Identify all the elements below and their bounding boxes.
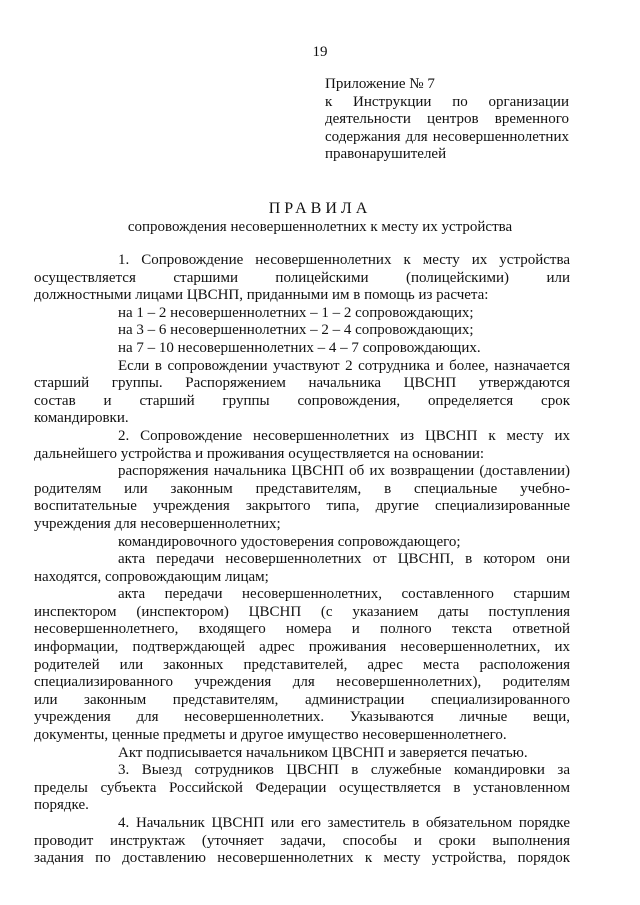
appendix-title: Приложение № 7 <box>325 76 435 92</box>
body-line: на 1 – 2 несовершеннолетних – 1 – 2 сопровождающих; <box>118 304 474 321</box>
body-line: состав и старший группы сопровождения, определяется срок <box>34 392 570 409</box>
body-line: командировки. <box>34 410 129 427</box>
document-body <box>34 252 570 868</box>
body-line: должностными лицами ЦВСНП, приданными им в помощь из расчета: <box>34 287 489 304</box>
body-line: родителей или законных представителей, адрес места расположения <box>34 656 570 673</box>
appendix-line: к Инструкции по организации <box>325 93 569 110</box>
body-line: старший группы. Распоряжением начальника ЦВСНП утверждаются <box>34 375 570 392</box>
body-line: воспитательные учреждения закрытого типа, другие специализированные <box>34 498 570 515</box>
appendix-line: деятельности центров временного <box>325 111 569 127</box>
page-number: 19 <box>312 44 328 60</box>
body-line: на 3 – 6 несовершеннолетних – 2 – 4 сопровождающих; <box>118 322 474 339</box>
body-line: пределы субъекта Российской Федерации осуществляется в установленном <box>34 779 570 796</box>
body-line: 1. Сопровождение несовершеннолетних к месту их устройства <box>118 252 570 268</box>
body-line: 3. Выезд сотрудников ЦВСНП в служебные командировки за <box>118 762 570 779</box>
body-line: несовершеннолетнего, входящего номера и полного текста ответной <box>34 621 570 638</box>
document-subheading: сопровождения несовершеннолетних к месту их устройства <box>127 219 513 235</box>
body-line: задания по доставлению несовершеннолетних к месту устройства, порядок <box>34 850 570 867</box>
body-line: осуществляется старшими полицейскими (полицейскими) или <box>34 269 570 286</box>
body-line: проводит инструктаж (уточняет задачи, способы и сроки выполнения <box>34 832 570 849</box>
appendix-line: правонарушителей <box>325 146 447 162</box>
body-line: распоряжения начальника ЦВСНП об их возвращении (доставлении) <box>118 463 570 480</box>
body-line: акта передачи несовершеннолетних от ЦВСНП, в котором они <box>118 551 570 568</box>
body-line: Если в сопровождении участвуют 2 сотрудника и более, назначается <box>118 357 570 374</box>
body-line: родителям или законным представителям, в специальные учебно- <box>34 480 570 497</box>
body-line: инспектором (инспектором) ЦВСНП (с указанием даты поступления <box>34 603 570 620</box>
body-line: акта передачи несовершеннолетних, составленного старшим <box>118 586 570 603</box>
body-line: документы, ценные предметы и другое имущество несовершеннолетнего. <box>34 727 507 744</box>
appendix-block <box>325 76 569 164</box>
document-heading: ПРАВИЛА <box>268 200 372 217</box>
appendix-line: содержания для несовершеннолетних <box>325 128 569 145</box>
body-line: находятся, сопровождающим лицам; <box>34 568 269 585</box>
body-line: учреждения для несовершеннолетних. Указываются личные вещи, <box>34 709 570 726</box>
body-line: или законным представителям, администрации специализированного <box>34 691 570 708</box>
body-line: Акт подписывается начальником ЦВСНП и заверяется печатью. <box>118 744 528 761</box>
body-line: 2. Сопровождение несовершеннолетних из ЦВСНП к месту их <box>118 427 570 444</box>
body-line: порядке. <box>34 797 89 814</box>
body-line: учреждения для несовершеннолетних; <box>34 515 281 532</box>
body-line: информации, подтверждающей адрес проживания несовершеннолетних, их <box>34 639 570 656</box>
body-line: командировочного удостоверения сопровождающего; <box>118 533 461 550</box>
body-line: 4. Начальник ЦВСНП или его заместитель в обязательном порядке <box>118 815 570 831</box>
body-line: дальнейшего устройства и проживания осуществляется на основании: <box>34 445 485 462</box>
body-line: на 7 – 10 несовершеннолетних – 4 – 7 сопровождающих. <box>118 339 481 356</box>
body-line: специализированного учреждения для несовершеннолетних), родителям <box>34 674 570 691</box>
